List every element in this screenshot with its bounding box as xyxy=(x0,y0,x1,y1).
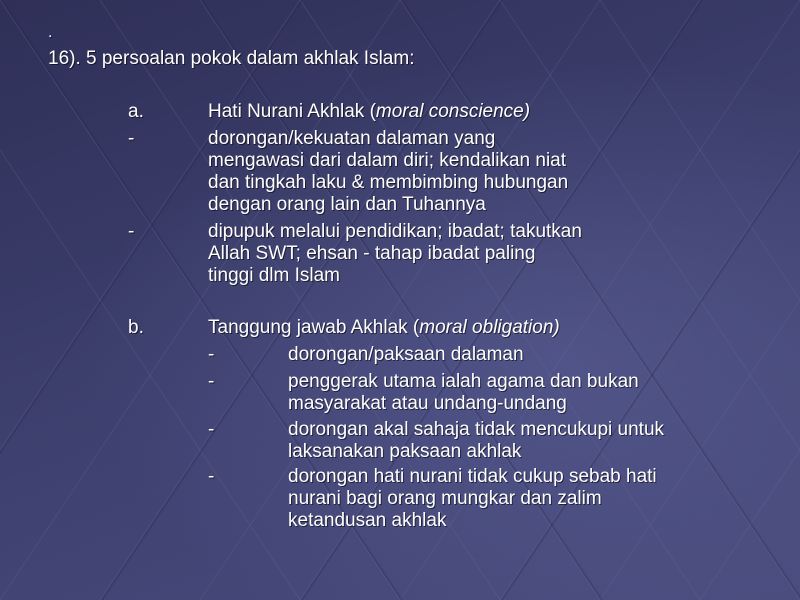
item-a-sub2-line1: dipupuk melalui pendidikan; ibadat; takutkan xyxy=(208,221,582,242)
item-b-sub3-line2: laksanakan paksaan akhlak xyxy=(288,441,522,462)
item-a-sub2-marker: - xyxy=(128,221,135,242)
item-a-sub2-line3: tinggi dlm Islam xyxy=(208,265,340,286)
item-a-sub1-marker: - xyxy=(128,128,135,149)
item-a-label xyxy=(208,101,530,123)
item-a-sub1-line4: dengan orang lain dan Tuhannya xyxy=(208,194,486,215)
item-b-sub2-line2: masyarakat atau undang-undang xyxy=(288,393,567,414)
item-b-sub4-line3: ketandusan akhlak xyxy=(288,510,447,531)
slide-heading: 16). 5 persoalan pokok dalam akhlak Islam: xyxy=(48,48,415,69)
item-b-sub2-line1: penggerak utama ialah agama dan bukan xyxy=(288,371,639,392)
item-b-marker: b. xyxy=(128,317,144,338)
item-b-sub4-line1: dorongan hati nurani tidak cukup sebab hati xyxy=(288,466,657,487)
item-a-label-english: moral conscience) xyxy=(375,101,531,122)
item-a-sub1-line2: mengawasi dari dalam diri; kendalikan niat xyxy=(208,150,567,171)
item-a-sub1-line1: dorongan/kekuatan dalaman yang xyxy=(208,128,496,149)
item-b-label-text: Tanggung jawab Akhlak ( xyxy=(208,317,420,338)
item-b-sub2-marker: - xyxy=(208,371,215,392)
item-a-marker: a. xyxy=(128,101,144,122)
item-b-label-english: moral obligation) xyxy=(419,317,560,338)
item-b-sub1-line1: dorongan/paksaan dalaman xyxy=(288,344,524,365)
item-b-sub4-marker: - xyxy=(208,466,215,487)
item-a-sub1-line3: dan tingkah laku & membimbing hubungan xyxy=(208,172,569,193)
item-a-sub2-line2: Allah SWT; ehsan - tahap ibadat paling xyxy=(208,243,536,264)
item-b-sub4-line2: nurani bagi orang mungkar dan zalim xyxy=(288,488,602,509)
item-b-sub1-marker: - xyxy=(208,344,215,365)
leading-dot: . xyxy=(48,24,53,41)
item-b-sub3-marker: - xyxy=(208,419,215,440)
item-b-label xyxy=(208,317,560,339)
item-b-sub3-line1: dorongan akal sahaja tidak mencukupi untuk xyxy=(288,419,665,440)
item-a-label-text: Hati Nurani Akhlak ( xyxy=(208,101,376,122)
